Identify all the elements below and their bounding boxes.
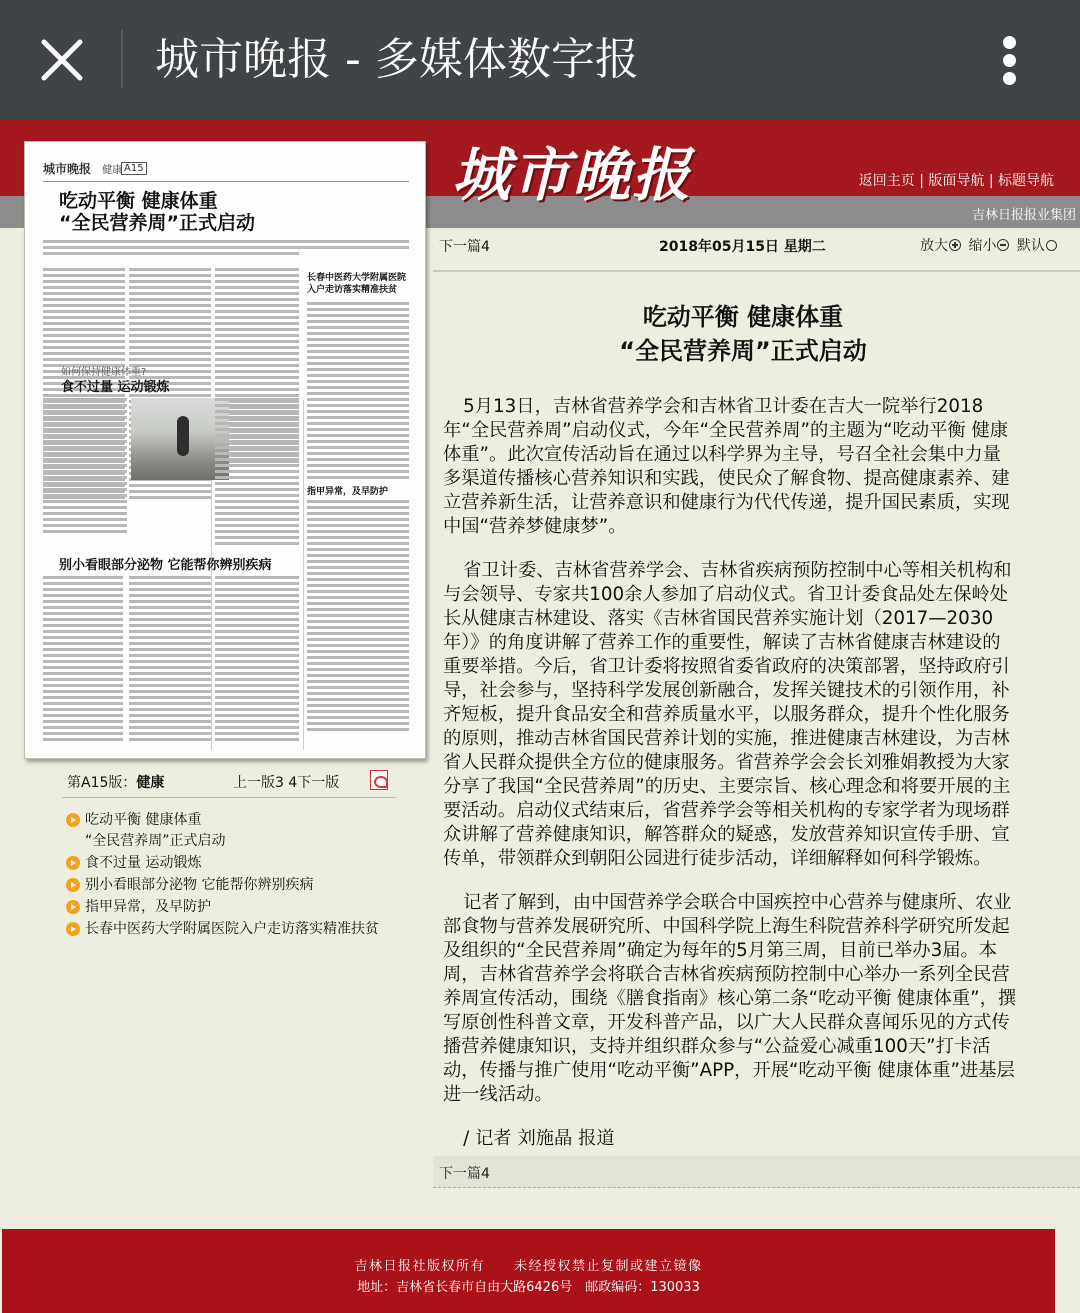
app-bar [0,0,1080,120]
arrow-bullet-icon [66,856,80,870]
next-article-link[interactable]: 下一篇4 [439,239,490,255]
arrow-bullet-icon [66,878,80,892]
arrow-bullet-icon [66,813,80,827]
zoom-out-icon[interactable] [997,239,1009,251]
prev-page-link[interactable]: 上一版3 [233,775,284,791]
article-link[interactable]: 吃动平衡 健康体重 “全民营养周”正式启动 [66,810,406,852]
thumbnail-paper-name: 城市晚报 [43,162,92,176]
arrow-bullet-icon [66,922,80,936]
article-link[interactable]: 长春中医药大学附属医院入户走访落实精准扶贫 [66,919,406,940]
thumbnail-column [215,576,299,746]
article-link[interactable]: 别小看眼部分泌物 它能帮你辨别疾病 [66,875,406,896]
article-paragraph: 记者了解到，由中国营养学会联合中国疾控中心营养与健康所、农业部食物与营养发展研究所、中国科学院上海生科院营养科学研究所发起及组织的“全民营养周”确定为每年的5月第三周，目前已举办3届。本周，吉林省营养学会将联合吉林省疾病预防控制中心举办一系列全民营养周宣传活动，围绕《膳食指南》核心第二条“吃动平衡 健康体重”，撰写原创性科普文章，开发科普产品，以广大人民群众喜闻乐见的方式传播营养健康知识，支持并组织群众参与“公益爱心减重100天”打卡活动，传播与推广使用“吃动平衡”APP，开展“吃动平衡 健康体重”进基层进一线活动。 [443,892,1017,1105]
divider [121,30,123,88]
article-paragraph: 省卫计委、吉林省营养学会、吉林省疾病预防控制中心等相关机构和与会领导、专家共100余人参加了启动仪式。省卫计委食品处左保岭处长从健康吉林建设、落实《吉林省国民营养实施计划（2017—2030年）》的角度讲解了营养工作的重要性，解读了吉林省健康吉林建设的重要举措。今后，省卫计委将按照省委省政府的决策部署，坚持政府引导，社会参与，坚持科学发展创新融合，发挥关键技术的引领作用，补齐短板，提升食品安全和营养质量水平，以服务群众，提升个性化服务的原则，推动吉林省国民营养计划的实施，推进健康吉林建设，为吉林省人民群众提供全方位的健康服务。省营养学会会长刘雅娟教授为大家分享了我国“全民营养周”的历史、主要宗旨、核心理念和将要开展的主要活动。启动仪式结束后，省营养学会等相关机构的专家学者为现场群众讲解了营养健康知识，解答群众的疑惑，发放营养知识宣传手册、宣传单，带领群众到朝阳公园进行徒步活动，详细解释如何科学锻炼。 [443,560,1012,869]
group-name: 吉林日报报业集团 [971,208,1076,223]
arrow-bullet-icon [66,900,80,914]
zoom-default-button[interactable]: 默认 [1016,238,1045,254]
page-thumbnail[interactable] [24,141,426,759]
article-title: 吃动平衡 健康体重 “全民营养周”正式启动 [619,303,867,365]
thumbnail-header [43,160,409,182]
pdf-icon[interactable] [370,770,388,790]
thumbnail-column [307,302,409,482]
address-text: 地址：吉林省长春市自由大路6426号 邮政编码：130033 [357,1280,700,1295]
app-title: 城市晚报 - 多媒体数字报 [155,34,639,85]
article-byline: / 记者 刘施晶 报道 [463,1128,615,1149]
thumbnail-headline: 吃动平衡 健康体重 “全民营养周”正式启动 [59,190,255,234]
zoom-controls [920,235,1060,255]
page-nav [233,772,339,792]
thumbnail-subhead: 别小看眼部分泌物 它能帮你辨别疾病 [59,558,272,573]
close-icon[interactable] [36,34,88,86]
article-link[interactable]: 食不过量 运动锻炼 [66,853,406,874]
thumbnail-subhead: 食不过量 运动锻炼 [61,380,170,395]
thumbnail-page-no: A15 [121,162,147,175]
nav-home-link[interactable]: 返回主页 [858,173,915,189]
copyright-text: 吉林日报社版权所有 未经授权禁止复制或建立镜像 [354,1259,703,1274]
thumbnail-intro [43,240,409,260]
thumbnail-column [43,576,123,746]
article-list [66,810,406,941]
zoom-out-button[interactable]: 缩小 [968,238,997,254]
nav-layout-link[interactable]: 版面导航 [928,173,985,189]
zoom-default-icon[interactable] [1046,240,1057,251]
thumbnail-question: 如何保持健康体重? [61,367,147,378]
footer [2,1229,1055,1313]
article-paragraph: 5月13日，吉林省营养学会和吉林省卫计委在吉大一院举行2018年“全民营养周”启动仪式，今年“全民营养周”的主题为“吃动平衡 健康体重”。此次宣传活动旨在通过以科学界为主导，号召全社会集中力量多渠道传播核心营养知识和实践，使民众了解食物、提高健康素养、建立营养新生活，让营养意识和健康行为代代传递，提升国民素质，实现中国“营养梦健康梦”。 [443,396,1010,537]
article-link[interactable]: 指甲异常，及早防护 [66,897,406,918]
next-article-link[interactable]: 下一篇4 [439,1166,490,1182]
thumbnail-subhead: 长春中医药大学附属医院 入户走访落实精准扶贫 [307,273,407,295]
nav-title-link[interactable]: 标题导航 [998,173,1054,189]
article-body [443,395,1017,1151]
zoom-in-icon[interactable] [949,239,961,251]
divider [62,797,396,798]
page-info: 第A15版：健康 [67,775,165,791]
top-nav: 返回主页 | 版面导航 | 标题导航 [858,173,1054,189]
bottom-nav [433,1156,1080,1188]
thumbnail-column [307,500,409,740]
thumbnail-column [215,398,299,548]
issue-date: 2018年05月15日 星期二 [659,239,826,255]
thumbnail-column [43,398,127,538]
thumbnail-column [129,576,211,746]
more-vertical-icon[interactable] [990,30,1030,90]
page-section: 健康 [136,775,165,791]
zoom-in-button[interactable]: 放大 [920,238,948,254]
thumbnail-subhead: 指甲异常，及早防护 [307,487,389,497]
next-page-link[interactable]: 4下一版 [288,775,340,791]
newspaper-logo: 城市晚报 [452,141,693,209]
thumbnail-section: 健康 [102,165,123,176]
article-toolbar [433,228,1080,272]
